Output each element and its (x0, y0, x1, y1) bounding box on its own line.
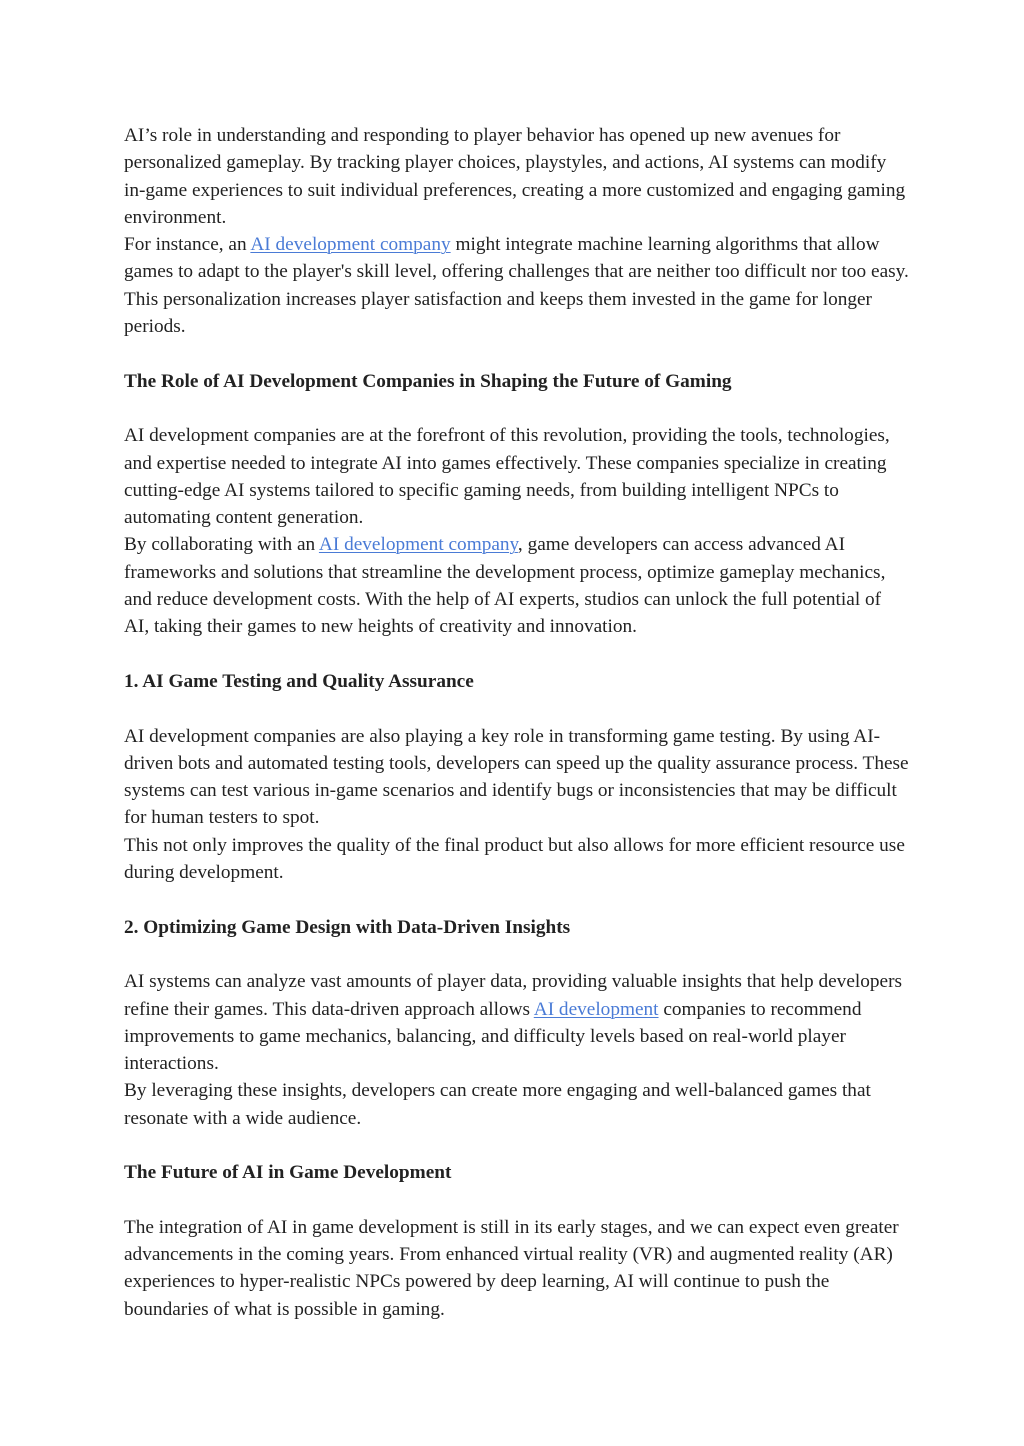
paragraph-spacer (124, 1187, 909, 1214)
ai-development-company-link-2[interactable]: AI development company (318, 534, 518, 556)
role-paragraph: AI development companies are at the forefront of this revolution, providing the tools, technologies, and expertise needed to integrate AI into games effectively. These companies specialize in creating cutting-edge AI systems tailored to specific gaming needs, from building intelligent NPCs to automating content generation. (124, 425, 890, 529)
section-heading-design: 2. Optimizing Game Design with Data-Driven Insights (124, 916, 571, 938)
intro-text-after-link: might integrate machine learning algorithms that allow games to adapt to the player's skill level, offering challenges that are neither too difficult nor too easy. This personalization increases player satisfaction and keeps them invested in the game for longer periods. (124, 234, 909, 338)
future-paragraph: The integration of AI in game development is still in its early stages, and we can expect even greater advancements in the coming years. From enhanced virtual reality (VR) and augmented reality (AR) experiences to hyper-realistic NPCs powered by deep learning, AI will continue to push the boundaries of what is possible in gaming. (124, 1216, 899, 1320)
section-heading-future: The Future of AI in Game Development (124, 1162, 452, 1184)
role-paragraph-2 (124, 531, 909, 640)
design-paragraph (124, 968, 909, 1077)
paragraph-spacer (124, 340, 909, 367)
design-text-after-link: companies to recommend improvements to game mechanics, balancing, and difficulty levels based on real-world player interactions. (124, 998, 862, 1075)
paragraph-spacer (124, 1132, 909, 1159)
section-heading-role: The Role of AI Development Companies in Shaping the Future of Gaming (124, 370, 732, 392)
design-text-before-link: AI systems can analyze vast amounts of player data, providing valuable insights that help developers refine their games. This data-driven approach allows (124, 971, 903, 1020)
ai-development-link[interactable]: AI development (533, 998, 659, 1020)
paragraph-spacer (124, 941, 909, 968)
section-heading-testing: 1. AI Game Testing and Quality Assurance (124, 670, 474, 692)
intro-paragraph-2 (124, 231, 909, 340)
ai-development-company-link[interactable]: AI development company (250, 234, 451, 256)
design-paragraph-2: By leveraging these insights, developers can create more engaging and well-balanced games that resonate with a wide audience. (124, 1080, 871, 1129)
role-text-before-link: By collaborating with an (124, 534, 319, 556)
document-body (124, 122, 909, 1323)
paragraph-spacer (124, 641, 909, 668)
role-text-after-link: , game developers can access advanced AI frameworks and solutions that streamline the development process, optimize gameplay mechanics, and reduce development costs. With the help of AI experts, studios can unlock the full potential of AI, taking their games to new heights of creativity and innovation. (124, 534, 886, 638)
paragraph-spacer (124, 886, 909, 913)
testing-paragraph: AI development companies are also playing a key role in transforming game testing. By using AI-driven bots and automated testing tools, developers can speed up the quality assurance process. These systems can test various in-game scenarios and identify bugs or inconsistencies that may be difficult for human testers to spot. (124, 725, 909, 829)
intro-paragraph: AI’s role in understanding and responding to player behavior has opened up new avenues for personalized gameplay. By tracking player choices, playstyles, and actions, AI systems can modify in-game experiences to suit individual preferences, creating a more customized and engaging gaming environment. (124, 125, 906, 228)
paragraph-spacer (124, 695, 909, 722)
testing-paragraph-2: This not only improves the quality of the final product but also allows for more efficient resource use during development. (124, 834, 905, 884)
intro-text-before-link: For instance, an (124, 234, 251, 256)
paragraph-spacer (124, 395, 909, 422)
